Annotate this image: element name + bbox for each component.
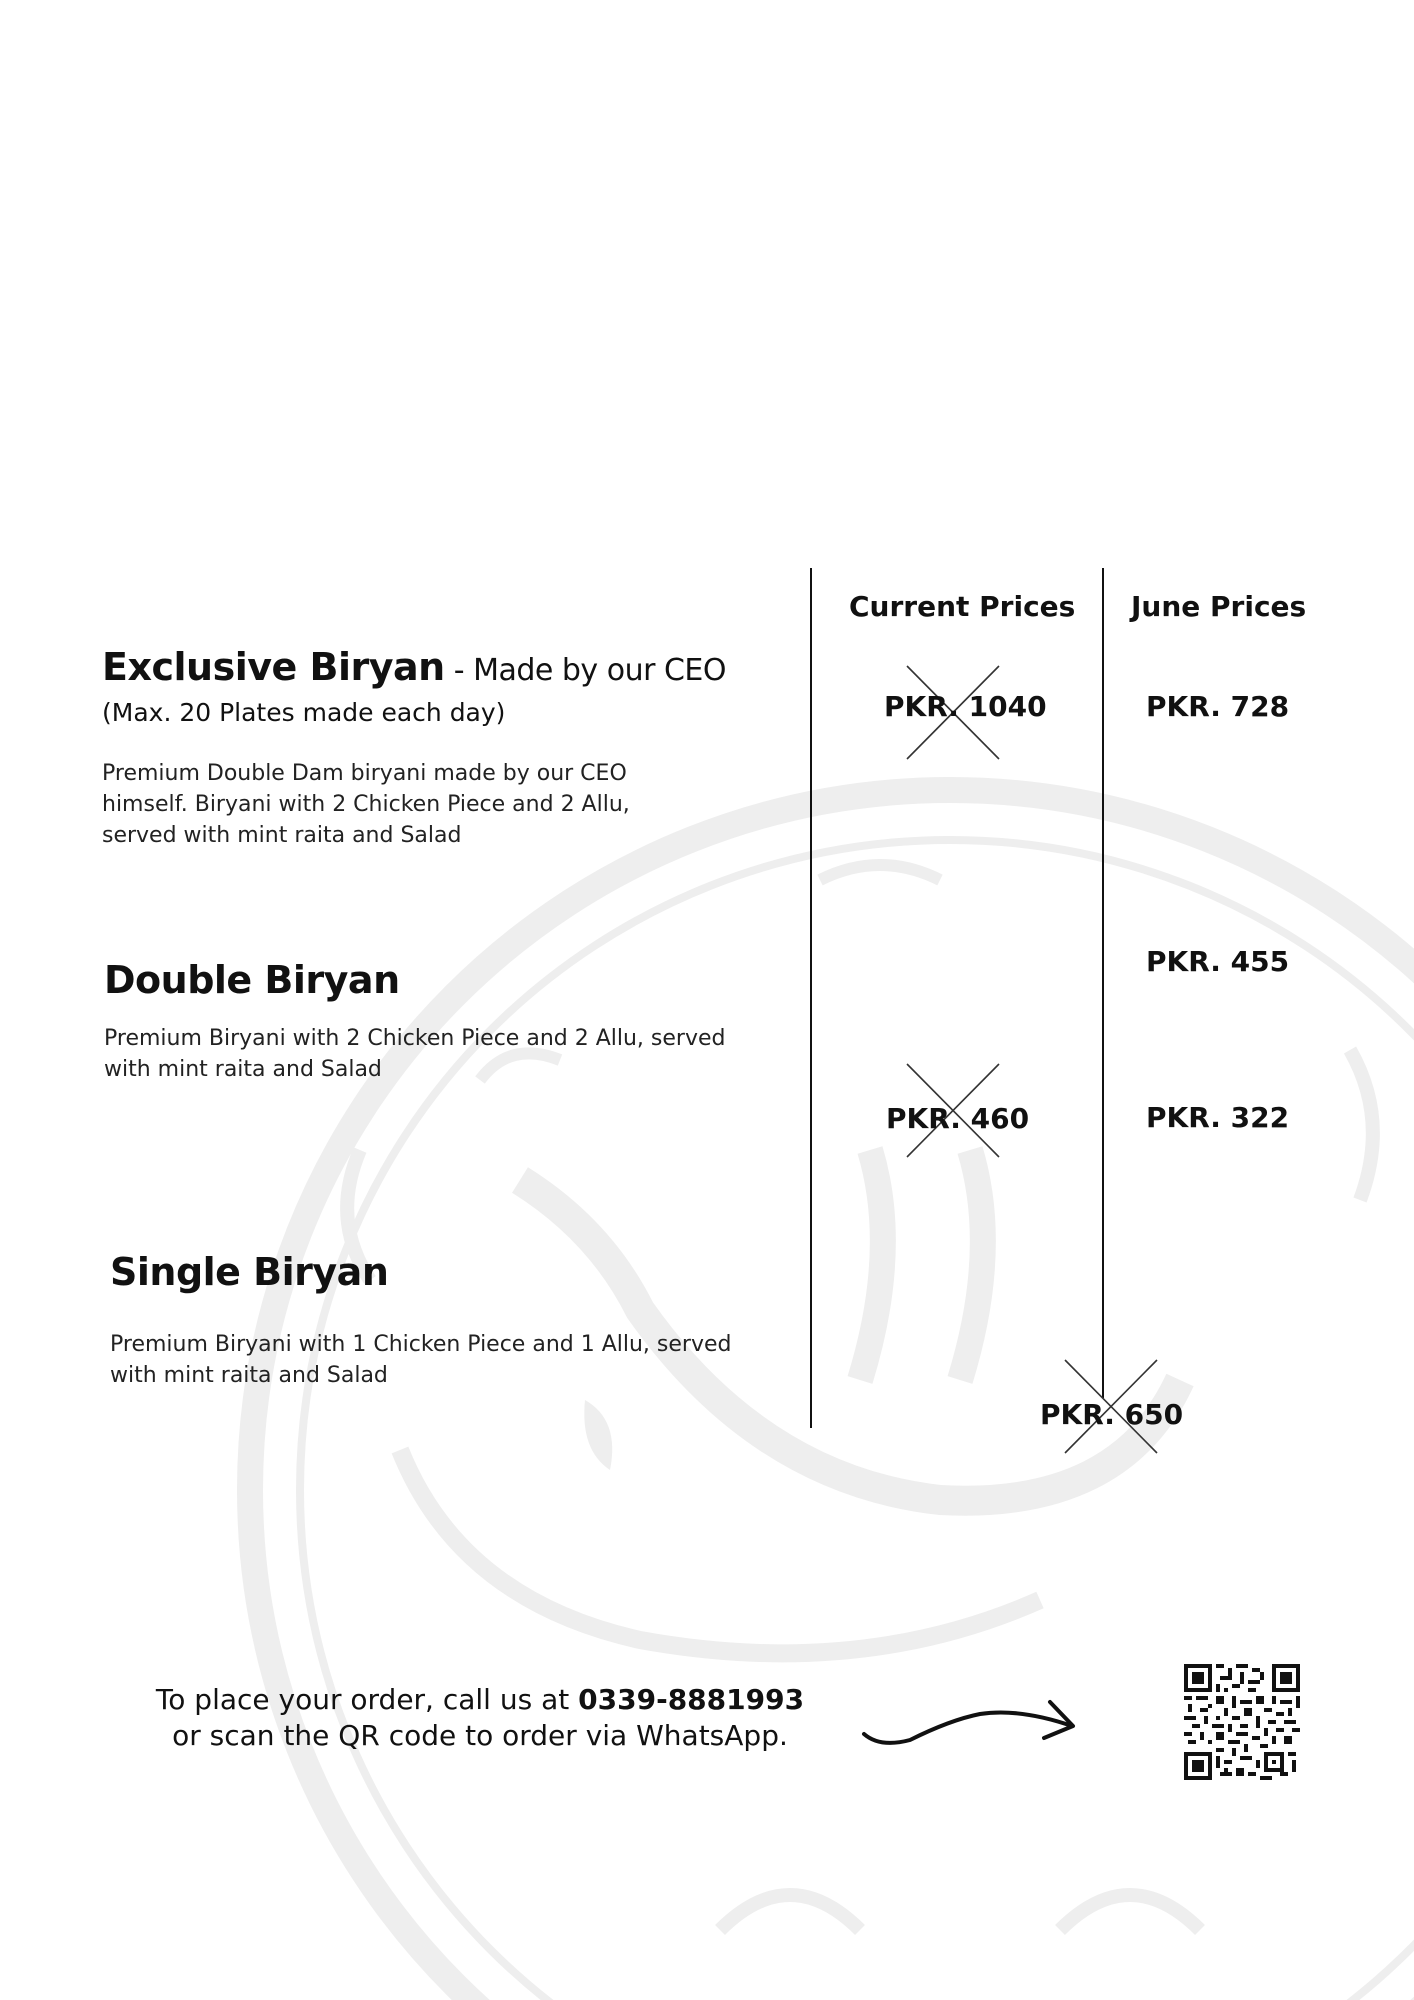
item-description — [102, 758, 722, 851]
current-prices-header: Current Prices — [849, 590, 1076, 623]
item-description — [110, 1329, 790, 1391]
current-price: PKR. 1040 — [884, 690, 1047, 723]
item-name: Exclusive Biryan — [102, 645, 445, 689]
phone-number[interactable]: 0339-8881993 — [578, 1683, 805, 1716]
order-instructions — [130, 1682, 830, 1754]
qr-code-icon[interactable] — [1184, 1664, 1300, 1780]
order-line-1: To place your order, call us at 0339-8881993 — [155, 1683, 805, 1716]
june-prices-header: June Prices — [1131, 590, 1307, 623]
curved-arrow-icon — [860, 1690, 1080, 1770]
struck-current-price — [886, 1064, 1036, 1160]
description-line: Premium Biryani with 2 Chicken Piece and 2 Allu, served — [104, 1026, 726, 1051]
june-price: PKR. 728 — [1146, 690, 1290, 723]
item-name: Single Biryan — [110, 1250, 389, 1294]
current-price: PKR. 460 — [886, 1102, 1030, 1135]
item-title — [102, 645, 726, 689]
description-line: with mint raita and Salad — [104, 1057, 382, 1082]
description-line: Premium Double Dam biryani made by our CEO — [102, 761, 627, 786]
description-line: served with mint raita and Salad — [102, 823, 462, 848]
current-price: PKR. 650 — [1040, 1398, 1184, 1431]
current-prices-column-rule — [810, 568, 812, 1428]
june-price: PKR. 322 — [1146, 1101, 1290, 1134]
struck-current-price — [884, 666, 1064, 762]
june-price: PKR. 455 — [1146, 945, 1290, 978]
order-line-2: or scan the QR code to order via WhatsApp. — [172, 1719, 788, 1752]
description-line: himself. Biryani with 2 Chicken Piece and 2 Allu, — [102, 792, 630, 817]
item-description — [104, 1023, 784, 1085]
description-line: with mint raita and Salad — [110, 1363, 388, 1388]
june-prices-column-rule — [1102, 568, 1104, 1398]
struck-current-price — [1040, 1360, 1220, 1456]
item-note: (Max. 20 Plates made each day) — [102, 698, 506, 727]
item-tagline: - Made by our CEO — [444, 653, 726, 688]
description-line: Premium Biryani with 1 Chicken Piece and 1 Allu, served — [110, 1332, 732, 1357]
item-name: Double Biryan — [104, 958, 400, 1002]
